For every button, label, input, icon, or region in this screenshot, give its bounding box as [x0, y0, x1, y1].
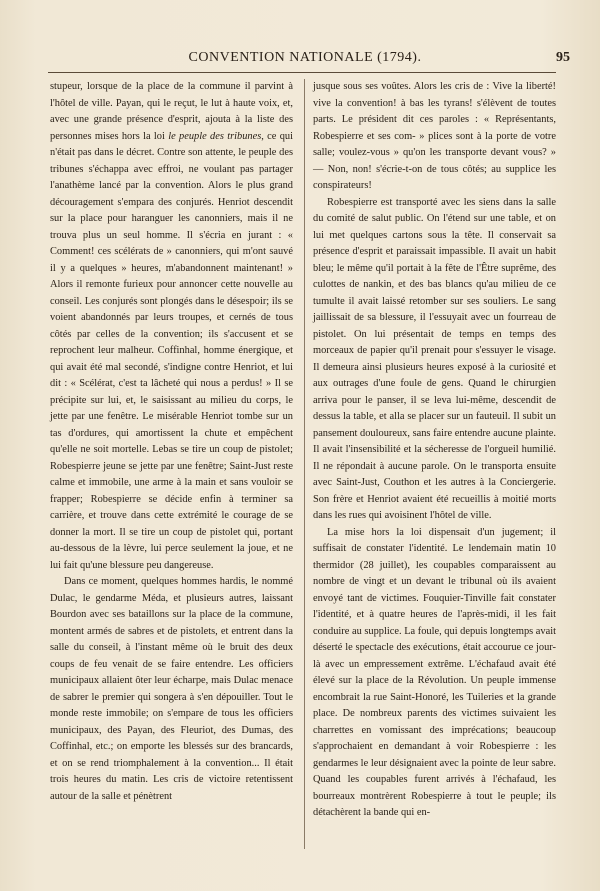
page-number: 95: [556, 50, 570, 65]
paragraph: Dans ce moment, quelques hommes hardis, le nommé Dulac, le gendarme Méda, et plusieurs autres, laissant Bourdon avec ses bataillons sur la place de la commune, montent armés de sabres et de pistolets, et entrent dans la salle du conseil, à l'instant même où le bruit des deux coups de feu venait de se faire entendre. Les officiers municipaux allaient ôter leur écharpe, mais Dulac menace de sabrer le premier qui songera à s'en dépouiller. Tout le monde reste immobile; on s'empare de tous les officiers municipaux, des Payan, des Fleuriot, des Dumas, des Coffinhal, etc.; on emporte les blessés sur des brancards, et on se rend triomphalement à la convention... Il était trois heures du matin. Les cris de victoire retentissent autour de la salle et pénètrent: [50, 576, 293, 802]
right-column: [313, 79, 556, 822]
paragraph: La mise hors la loi dispensait d'un jugement; il suffisait de constater l'identité. Le lendemain matin 10 thermidor (28 juillet), les coupables comparaissent au nombre de vingt et un devant le tribunal où ils avaient envoyé tant de victimes. Fouquier-Tinville fait constater l'identité, et à quatre heures de l'après-midi, il les fait conduire au supplice. La foule, qui depuis longtemps avait déserté le spectacle des exécutions, était accourue ce jour-là avec un empressement extrême. L'échafaud avait été élevé sur la place de la Révolution. Un peuple immense encombrait la rue Saint-Honoré, les Tuileries et la grande place. De nombreux parents des victimes suivaient les charrettes en vomissant des imprécations; beaucoup s'approchaient en demandant à voir Robespierre : les gendarmes le leur désignaient avec la pointe de leur sabre. Quand les coupables furent arrivés à l'échafaud, les bourreaux montrèrent Robespierre à tout le peuple; ils détachèrent la bande qui en-: [313, 526, 556, 818]
header-rule: [48, 72, 556, 73]
left-column: [50, 79, 293, 805]
text-columns: [50, 79, 558, 849]
emphasis: le peuple des tribunes: [168, 130, 262, 142]
running-title: CONVENTION NATIONALE (1794).: [188, 50, 422, 65]
page-header: [40, 50, 570, 72]
paragraph: Robespierre est transporté avec les siens dans la salle du comité de salut public. On l'étend sur une table, et on lui met quelques cartons sous la tête. Il conservait sa présence d'esprit et paraissait impassible. Il avait un habit bleu; le même qu'il portait à la fête de l'Être suprême, des culottes de nankin, et des bas blancs qu'au milieu de ce tumulte il avait laissé retomber sur ses souliers. Le sang jaillissait de sa blessure, il l'essuyait avec un fourreau de pistolet. On lui présentait de temps en temps des morceaux de papier qu'il prenait pour s'essuyer le visage. Il demeura ainsi plusieurs heures exposé à la curiosité et aux outrages d'une foule de gens. Quand le chirurgien arriva pour le panser, il se leva lui-même, descendit de dessus la table, et alla se placer sur un fauteuil. Il subit un pansement douloureux, sans faire entendre aucune plainte. Il avait l'insensibilité et la sécheresse de l'orgueil humilié. Il ne répondait à aucune parole. On le transporta ensuite avec Saint-Just, Couthon et les autres à la Conciergerie. Son frère et Henriot avaient été recueillis à moitié morts dans les rues qui avoisinent l'hôtel de ville.: [313, 196, 556, 521]
paragraph: jusque sous ses voûtes. Alors les cris de : Vive la liberté! vive la convention! à bas les tyrans! s'élèvent de toutes parts. Le président dit ces paroles : « Représentants, Robespierre et ses com- » plices sont à la porte de votre salle; voulez-vous » qu'on les transporte devant vous? » — Non, non! s'écrie-t-on de tous côtés; au supplice les conspirateurs!: [313, 81, 556, 191]
paragraph: stupeur, lorsque de la place de la commune il parvint à l'hôtel de ville. Payan, qui le reçut, le lut à haute voix, et, avec une grande présence d'esprit, ajouta à la liste des personnes mises hors la loi le peuple des tribunes, ce qui n'était pas dans le décret. Contre son attente, le peuple des tribunes s'échappa avec effroi, ne voulant pas partager l'anathème lancé par la convention. Alors le plus grand découragement s'empara des conjurés. Henriot descendit sur la place pour haranguer les canonniers, mais il ne trouva plus un seul homme. Il s'écria en jurant : « Comment! ces scélérats de » canonniers, qui m'ont sauvé il y a quelques » heures, m'abandonnent maintenant! » Alors il remonte furieux pour annoncer cette nouvelle au conseil. Les conjurés sont plongés dans le désespoir; ils se voient abandonnés par leurs troupes, et cernés de tous côtés par celles de la convention; ils s'accusent et se reprochent leur malheur. Coffinhal, homme énergique, et qui avait été mal secondé, s'indigne contre Henriot, et lui dit : « Scélérat, c'est ta lâcheté qui nous a perdus! » Il se précipite sur lui, et, le saisissant au milieu du corps, le jette par une fenêtre. Le misérable Henriot tombe sur un tas d'ordures, qui amortissent la chute et empêchent qu'elle ne soit mortelle. Lebas se tire un coup de pistolet; Robespierre jeune se jette par une fenêtre; Saint-Just reste calme et immobile, une arme à la main et sans vouloir se frapper; Robespierre se décide enfin à terminer sa carrière, et trouve dans cette extrémité le courage de se donner la mort. Il se tire un coup de pistolet qui, portant au-dessous de la lèvre, lui perce seulement la joue, et ne lui fait qu'une blessure peu dangereuse.: [50, 81, 294, 571]
